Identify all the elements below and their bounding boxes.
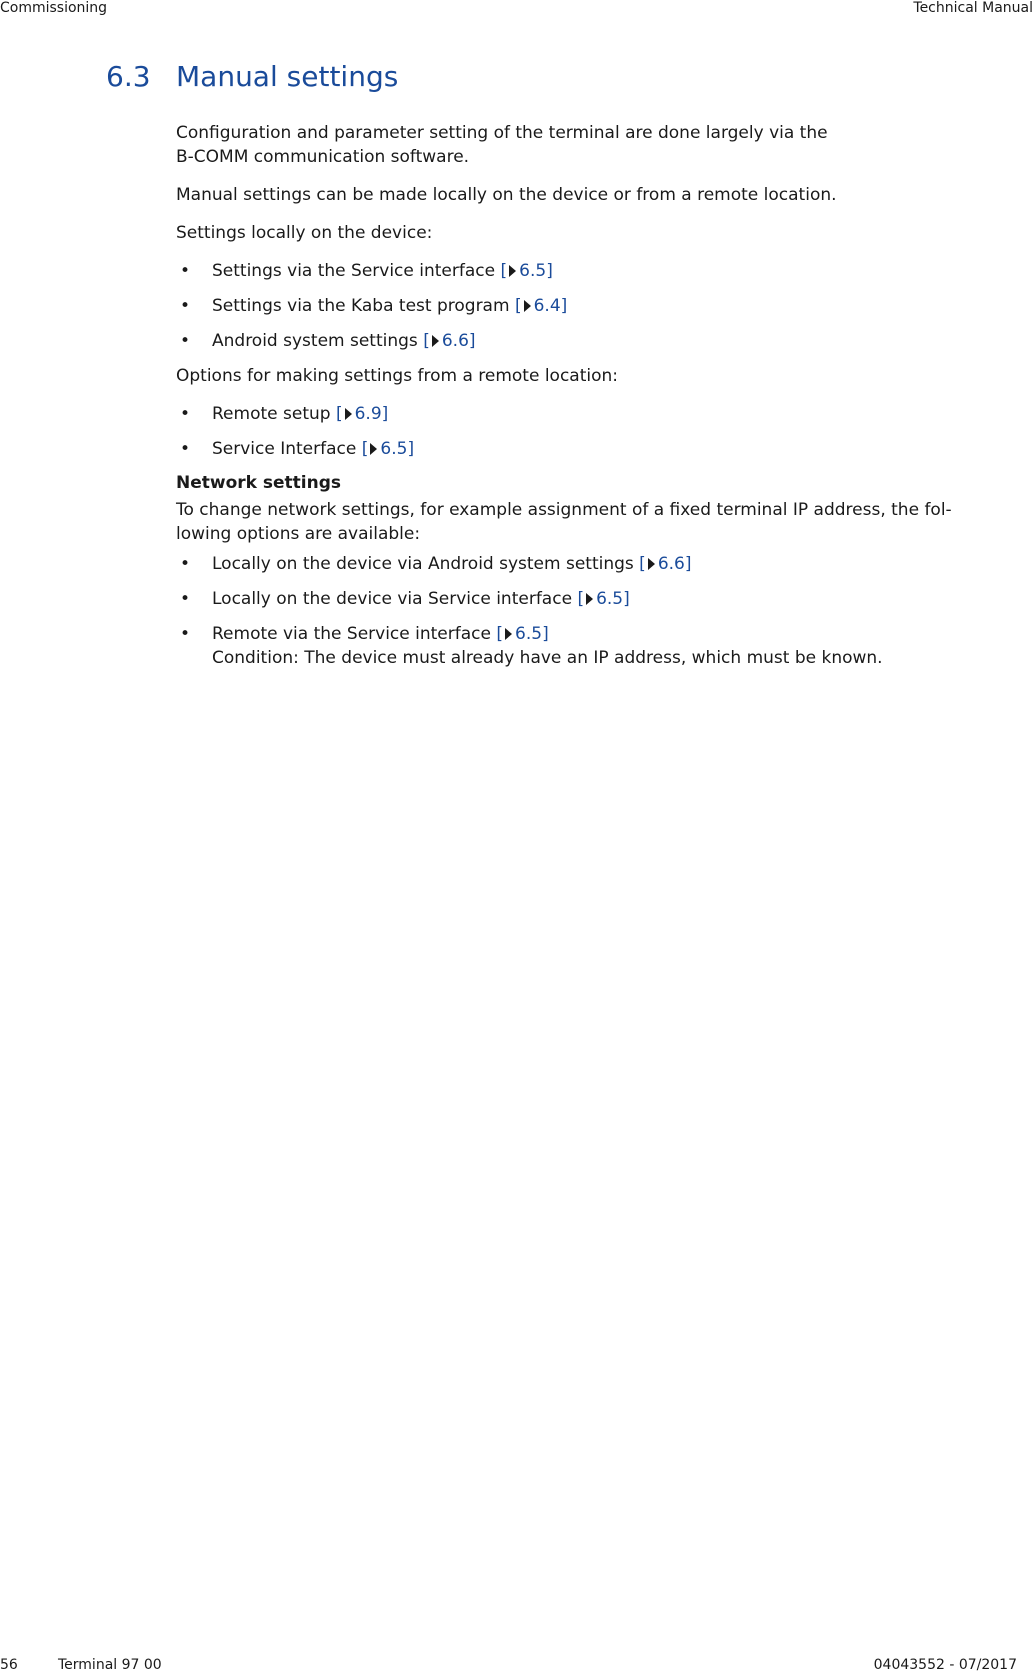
running-header xyxy=(0,0,1033,20)
cross-reference-link[interactable]: [ 6.6] xyxy=(423,331,476,351)
bullet: • xyxy=(180,296,191,316)
page-number: 56 xyxy=(0,1657,18,1673)
list-item-text: Remote via the Service interface xyxy=(212,624,491,644)
section-heading: Manual settings xyxy=(176,60,399,93)
section-number: 6.3 xyxy=(106,60,151,93)
list-item xyxy=(176,294,1006,318)
bullet: • xyxy=(180,404,191,424)
section-title xyxy=(106,60,398,93)
list-item xyxy=(176,259,1006,283)
arrow-right-icon xyxy=(370,443,377,455)
cross-reference-link[interactable]: [ 6.5] xyxy=(361,439,415,459)
list-item-text: Locally on the device via Android system settings xyxy=(212,554,634,574)
arrow-right-icon xyxy=(586,593,593,605)
list-item xyxy=(176,552,1006,576)
list-item xyxy=(176,437,1006,461)
running-footer xyxy=(0,1657,1033,1677)
subsection-heading: Network settings xyxy=(176,473,341,493)
arrow-right-icon xyxy=(432,335,439,347)
network-intro: To change network settings, for example assignment of a fixed terminal IP address, the fol-lowing options are available: xyxy=(176,500,952,544)
section-body xyxy=(176,121,1006,681)
list-item-text: Android system settings xyxy=(212,331,418,351)
list-intro: Options for making settings from a remote location: xyxy=(176,366,619,386)
footer-product: Terminal 97 00 xyxy=(58,1657,162,1673)
list-item-text: Remote setup xyxy=(212,404,331,424)
list-item xyxy=(176,402,1006,426)
list-item xyxy=(176,587,1006,611)
cross-reference-link[interactable]: [ 6.5] xyxy=(577,589,630,609)
cross-reference-link[interactable]: [ 6.4] xyxy=(514,296,568,316)
bullet: • xyxy=(180,589,191,609)
arrow-right-icon xyxy=(524,300,531,312)
list-item xyxy=(176,329,1006,353)
cross-reference-link[interactable]: [ 6.9] xyxy=(335,404,389,424)
local-settings-list xyxy=(176,259,1006,353)
list-item-note: Condition: The device must already have an IP address, which must be known. xyxy=(212,648,883,668)
cross-reference-link[interactable]: [ 6.6] xyxy=(639,554,692,574)
arrow-right-icon xyxy=(509,265,516,277)
intro-paragraph: Configuration and parameter setting of the terminal are done largely via the B-COMM communication software. xyxy=(176,123,828,167)
list-item-text: Settings via the Service interface xyxy=(212,261,496,281)
list-item-text: Settings via the Kaba test program xyxy=(212,296,510,316)
list-item-text: Service Interface xyxy=(212,439,357,459)
bullet: • xyxy=(180,554,191,574)
intro-paragraph: Manual settings can be made locally on the device or from a remote location. xyxy=(176,185,837,205)
network-settings-list xyxy=(176,552,1006,670)
cross-reference-link[interactable]: [ 6.5] xyxy=(496,624,549,644)
list-intro: Settings locally on the device: xyxy=(176,223,433,243)
arrow-right-icon xyxy=(345,408,352,420)
arrow-right-icon xyxy=(648,558,655,570)
bullet: • xyxy=(180,331,191,351)
remote-settings-list xyxy=(176,402,1006,461)
header-doc-type: Technical Manual xyxy=(913,0,1033,16)
list-item xyxy=(176,622,1006,670)
cross-reference-link[interactable]: [ 6.5] xyxy=(500,261,553,281)
bullet: • xyxy=(180,624,191,644)
list-item-text: Locally on the device via Service interface xyxy=(212,589,573,609)
arrow-right-icon xyxy=(505,628,512,640)
footer-document-number: 04043552 - 07/2017 xyxy=(873,1657,1017,1673)
bullet: • xyxy=(180,439,191,459)
header-chapter: Commissioning xyxy=(0,0,108,16)
bullet: • xyxy=(180,261,191,281)
